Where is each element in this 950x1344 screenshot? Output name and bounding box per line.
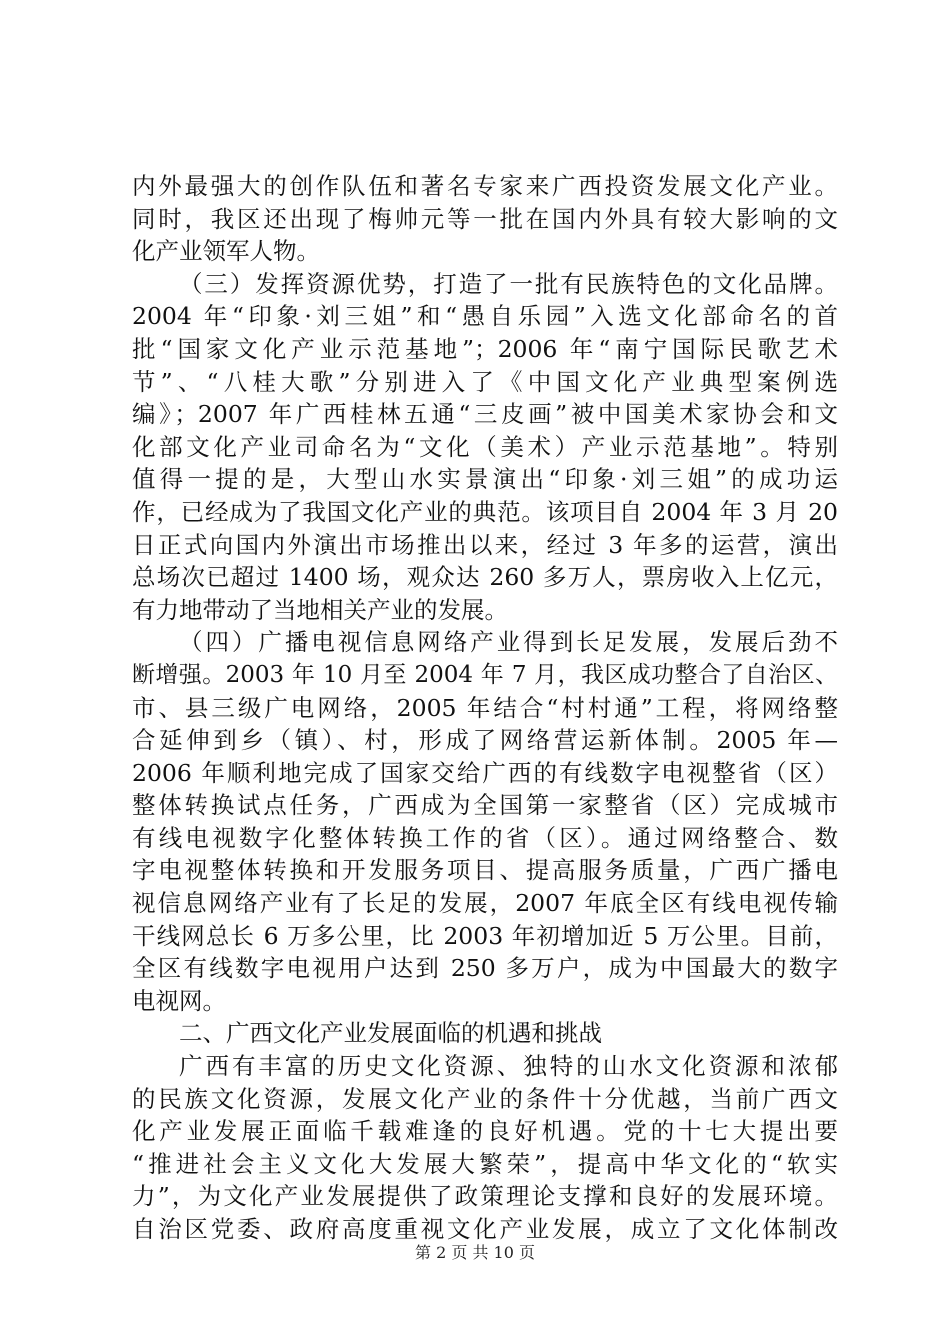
- page-footer: 第 2 页 共 10 页: [415, 1243, 535, 1262]
- text-line: 节”、“八桂大歌”分别进入了《中国文化产业典型案例选: [132, 367, 838, 396]
- text-line: 总场次已超过 1400 场，观众达 260 多万人，票房收入上亿元，: [132, 563, 838, 592]
- text-line: 批“国家文化产业示范基地”；2006 年“南宁国际民歌艺术: [132, 334, 838, 363]
- text-line: 有线电视数字化整体转换工作的省（区）。通过网络整合、数: [132, 823, 838, 852]
- text-line: “推进社会主义文化大发展大繁荣”，提高中华文化的“软实: [132, 1149, 838, 1178]
- text-line: 同时，我区还出现了梅帅元等一批在国内外具有较大影响的文: [132, 204, 838, 233]
- text-line: 化产业领军人物。: [132, 237, 320, 266]
- text-line: （三）发挥资源优势，打造了一批有民族特色的文化品牌。: [179, 269, 838, 298]
- text-line: 电视网。: [132, 986, 226, 1015]
- text-line: 2004 年“印象·刘三姐”和“愚自乐园”入选文化部命名的首: [132, 302, 838, 331]
- text-line: （四）广播电视信息网络产业得到长足发展，发展后劲不: [179, 628, 838, 657]
- text-line: 干线网总长 6 万多公里，比 2003 年初增加近 5 万公里。目前，: [132, 921, 838, 950]
- text-line: 断增强。2003 年 10 月至 2004 年 7 月，我区成功整合了自治区、: [132, 661, 838, 688]
- text-line: 字电视整体转换和开发服务项目、提高服务质量，广西广播电: [132, 856, 838, 885]
- text-line: 二、广西文化产业发展面临的机遇和挑战: [179, 1019, 602, 1048]
- text-line: 内外最强大的创作队伍和著名专家来广西投资发展文化产业。: [132, 172, 838, 200]
- document-body: [132, 170, 838, 1246]
- text-line: 2006 年顺利地完成了国家交给广西的有线数字电视整省（区）: [132, 758, 838, 787]
- text-line: 市、县三级广电网络，2005 年结合“村村通”工程，将网络整: [132, 693, 838, 722]
- text-line: 值得一提的是，大型山水实景演出“印象·刘三姐”的成功运: [132, 465, 838, 494]
- text-line: 广西有丰富的历史文化资源、独特的山水文化资源和浓郁: [179, 1052, 838, 1081]
- text-line: 化部文化产业司命名为“文化（美术）产业示范基地”。特别: [132, 432, 838, 461]
- text-line: 全区有线数字电视用户达到 250 多万户，成为中国最大的数字: [132, 954, 838, 983]
- text-line: 有力地带动了当地相关产业的发展。: [132, 595, 508, 624]
- text-line: 整体转换试点任务，广西成为全国第一家整省（区）完成城市: [132, 791, 838, 820]
- text-line: 编》；2007 年广西桂林五通“三皮画”被中国美术家协会和文: [132, 400, 838, 429]
- text-line: 合延伸到乡（镇）、村，形成了网络营运新体制。2005 年—: [132, 726, 838, 755]
- text-line: 作，已经成为了我国文化产业的典范。该项目自 2004 年 3 月 20: [132, 497, 838, 526]
- text-line: 的民族文化资源，发展文化产业的条件十分优越，当前广西文: [132, 1084, 838, 1113]
- text-line: 自治区党委、政府高度重视文化产业发展，成立了文化体制改: [132, 1215, 838, 1243]
- text-line: 化产业发展正面临千载难逢的良好机遇。党的十七大提出要: [132, 1117, 838, 1146]
- text-line: 日正式向国内外演出市场推出以来，经过 3 年多的运营，演出: [132, 530, 838, 559]
- text-line: 视信息网络产业有了长足的发展，2007 年底全区有线电视传输: [132, 889, 838, 918]
- text-line: 力”，为文化产业发展提供了政策理论支撑和良好的发展环境。: [132, 1182, 838, 1211]
